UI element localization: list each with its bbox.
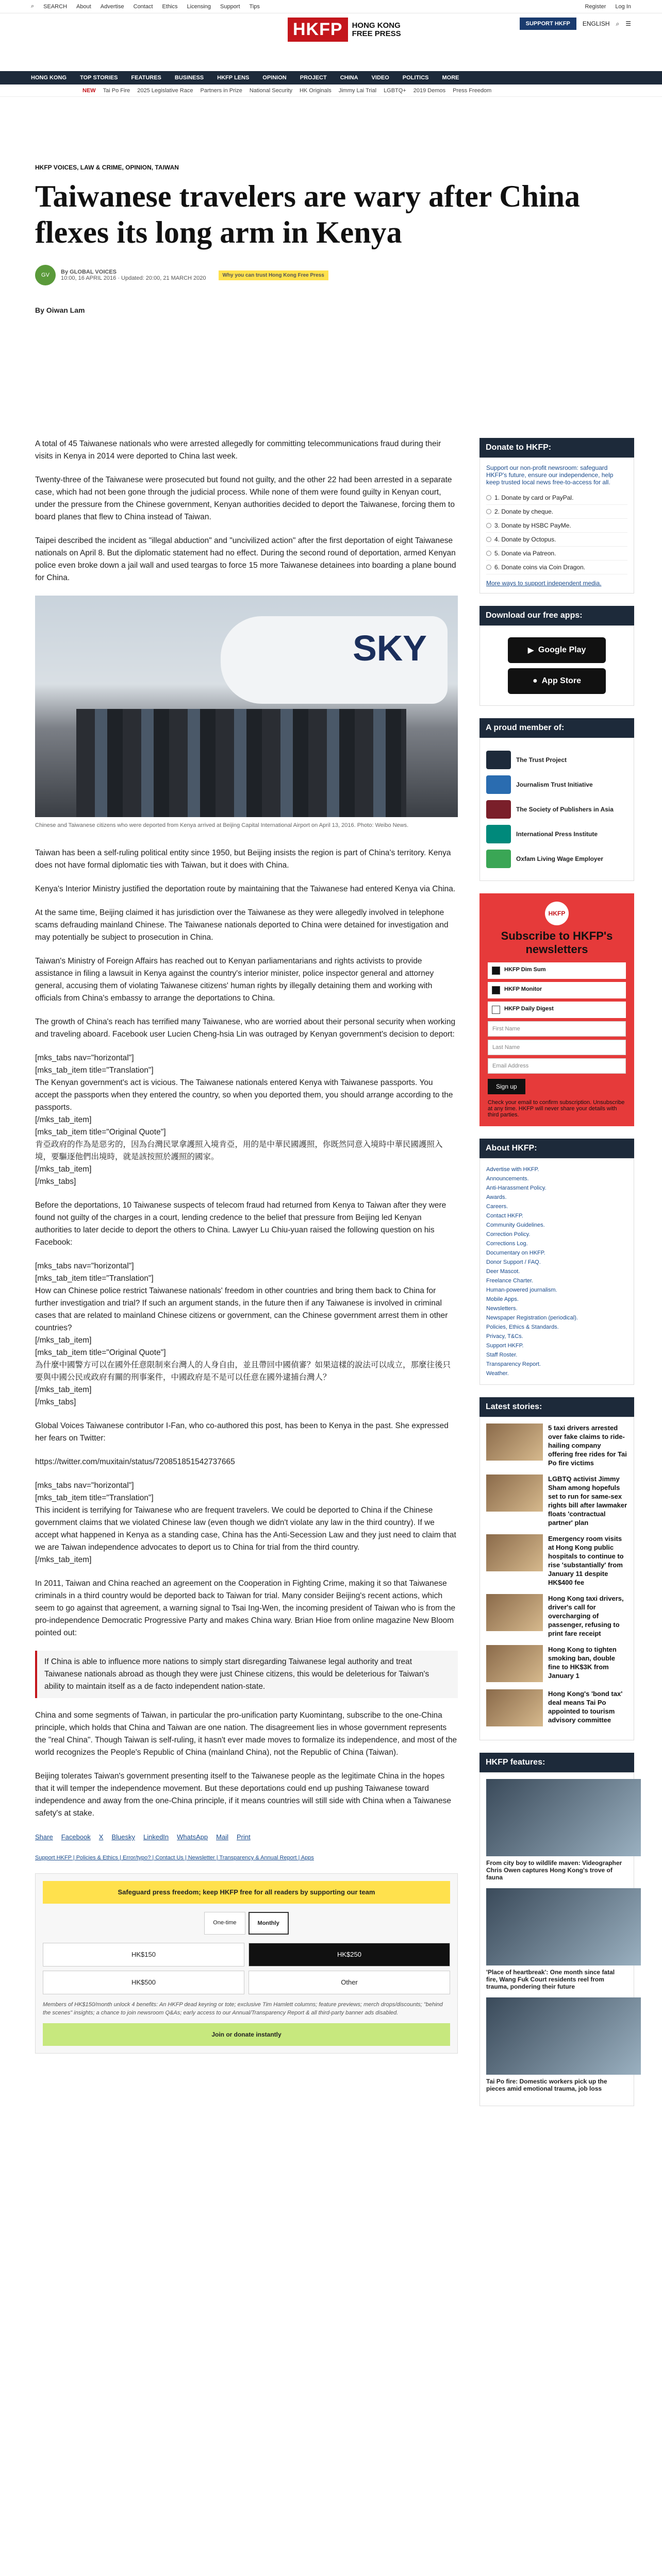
apps-widget — [479, 625, 634, 706]
paragraph: Before the deportations, 10 Taiwanese suspects of telecom fraud had returned from Kenya to Taiwan after they were found not guilty of the charges in a court, lending credence to the belief that pressure from Beijing led Kenyan authorities to later decide to deport the others to China. Lawyer Lu Chiu-yuan raised the following question on his Facebook: — [35, 1201, 446, 1247]
story-thumbnail — [486, 1423, 543, 1461]
feature-thumbnail — [486, 1888, 641, 1965]
shortcode: [mks_tab_item title="Translation"] — [35, 1274, 154, 1283]
topbar-item-contact[interactable]: Contact — [133, 3, 153, 10]
nav-item[interactable]: MORE — [442, 75, 459, 81]
shortcode: [mks_tab_item title="Translation"] — [35, 1066, 154, 1075]
latest-story[interactable]: Hong Kong's 'bond tax' deal means Tai Po appointed to tourism advisory committee — [486, 1689, 627, 1726]
share-bar — [35, 1831, 458, 1843]
donate-option[interactable]: 1. Donate by card or PayPal. — [486, 491, 627, 505]
shortcode: [/mks_tab_item] — [35, 1115, 92, 1124]
one-time-tab[interactable]: One-time — [204, 1912, 245, 1935]
quote-translation: This incident is terrifying for Taiwanese who are frequent travelers. We could be deported to China if the Chinese government claims that we violated Chinese law (even though we didn't violate any law in the third country). If we accept what happened in Kenya as a standing case, China has the Anti-Secession Law and they just need to claim that we are Taiwan independence advocates to deport us to China for trial from the third country. — [35, 1506, 456, 1552]
shortcode: [/mks_tabs] — [35, 1398, 76, 1406]
author-avatar[interactable]: GV — [35, 265, 56, 285]
search-icon[interactable]: ⌕ — [31, 3, 35, 9]
about-link[interactable]: Donor Support / FAQ. — [486, 1259, 541, 1265]
amount-option[interactable]: HK$500 — [43, 1971, 244, 1994]
newsletter-option[interactable]: HKFP Daily Digest — [488, 1002, 626, 1018]
site-header — [0, 13, 662, 71]
trending-item[interactable]: Partners in Prize — [200, 87, 242, 94]
radio-icon — [486, 495, 491, 500]
shortcode: [mks_tabs nav="horizontal"] — [35, 1481, 134, 1490]
about-link[interactable]: Transparency Report. — [486, 1361, 541, 1367]
paragraph: Taiwan has been a self-ruling political entity since 1950, but Beijing insists the region is part of China's territory. Kenya does not have formal diplomatic ties with Taiwan, but it does with China. — [35, 849, 451, 870]
checkbox-icon — [492, 1006, 500, 1014]
trending-item[interactable]: Tai Po Fire — [103, 87, 130, 94]
share-facebook[interactable]: Facebook — [61, 1833, 91, 1841]
checkbox-icon — [492, 967, 500, 975]
shortcode: [mks_tab_item title="Translation"] — [35, 1494, 154, 1502]
latest-story[interactable]: Hong Kong to tighten smoking ban, double fine to HK$3K from January 1 — [486, 1645, 627, 1682]
donate-headline: Safeguard press freedom; keep HKFP free for all readers by supporting our team — [43, 1881, 450, 1904]
paragraph: A total of 45 Taiwanese nationals who were arrested allegedly for committing telecommunications fraud during their visits in Kenya in 2014 were deported to China last week. — [35, 439, 441, 461]
member-logo[interactable]: Oxfam Living Wage Employer — [486, 850, 627, 868]
photo-caption: Chinese and Taiwanese citizens who were deported from Kenya arrived at Beijing Capital International Airport on April 13, 2016. Photo: Weibo News. — [35, 822, 409, 828]
about-link[interactable]: Documentary on HKFP. — [486, 1250, 545, 1256]
latest-story[interactable]: LGBTQ activist Jimmy Sham among hopefuls set to run for same-sex rights bill after lawmaker floats 'contractual partner' plan — [486, 1475, 627, 1527]
about-link[interactable]: Community Guidelines. — [486, 1222, 545, 1228]
share-print[interactable]: Print — [236, 1833, 251, 1841]
ipi-icon — [486, 825, 511, 843]
topbar-item-ethics[interactable]: Ethics — [162, 3, 178, 10]
search-icon[interactable]: ⌕ — [616, 20, 620, 27]
shortcode-block — [35, 1260, 458, 1409]
share-linkedin[interactable]: LinkedIn — [143, 1833, 169, 1841]
latest-story[interactable]: Hong Kong taxi drivers, driver's call for overcharging of passenger, refusing to print fare receipt — [486, 1594, 627, 1638]
shortcode-block — [35, 1052, 458, 1188]
member-logo[interactable]: Journalism Trust Initiative — [486, 775, 627, 794]
frequency-toggle — [43, 1912, 450, 1935]
radio-icon — [486, 565, 491, 570]
logo-box: HKFP — [288, 18, 348, 42]
latest-story[interactable]: Emergency room visits at Hong Kong public hospitals to continue to rise 'substantially' from January 11 despite HK$400 fee — [486, 1534, 627, 1587]
donate-note: Members of HK$150/month unlock 4 benefits: An HKFP dead keyring or tote; exclusive Tim Hamlett columns; feature previews; merch drops/discounts; "behind the scenes" insights; a chance to join newsroom Q&As; early access to our Annual/Transparency Report & all third-party banner ads disabled. — [43, 2002, 443, 2016]
newsletter-option[interactable]: HKFP Dim Sum — [488, 962, 626, 979]
airplane-shape: SKY — [221, 616, 448, 704]
topbar-item-tips[interactable]: Tips — [249, 3, 260, 10]
radio-icon — [486, 509, 491, 514]
menu-icon[interactable]: ☰ — [625, 20, 631, 27]
about-link[interactable]: Human-powered journalism. — [486, 1287, 557, 1293]
about-link[interactable]: Corrections Log. — [486, 1241, 528, 1247]
topbar-item-support[interactable]: Support — [220, 3, 240, 10]
article-meta — [35, 265, 627, 285]
trending-item[interactable]: 2025 Legislative Race — [137, 87, 193, 94]
topbar — [0, 0, 662, 13]
amount-options — [43, 1943, 450, 1994]
nav-item[interactable]: TOP STORIES — [80, 75, 118, 81]
radio-icon — [486, 523, 491, 528]
about-widget — [479, 1158, 634, 1385]
apps-title: Download our free apps: — [479, 606, 634, 625]
site-logo[interactable] — [288, 18, 401, 42]
logo-text: HONG KONG FREE PRESS — [352, 21, 401, 38]
paragraph: Taipei described the incident as "illegal abduction" and "uncivilized action" after the first deportation of eight Taiwanese nationals on April 8. But the diplomatic statement had no effect. During the second round of deportation, armed Kenyan police even broke down a jail wall and used teargas to force 15 more Taiwanese detainees into boarding a plane bound for China. — [35, 536, 456, 582]
member-title: A proud member of: — [479, 718, 634, 738]
story-thumbnail — [486, 1594, 543, 1631]
shortcode: [/mks_tab_item] — [35, 1555, 92, 1564]
about-link[interactable]: Mobile Apps. — [486, 1296, 519, 1302]
author-org: By GLOBAL VOICES 10:00, 16 APRIL 2016 · Updated: 20:00, 21 MARCH 2020 — [61, 269, 206, 281]
feature-story[interactable]: 'Place of heartbreak': One month since fatal fire, Wang Fuk Court residents reel from trauma, pondering their future — [486, 1888, 627, 1990]
main-nav — [0, 71, 662, 84]
member-widget — [479, 738, 634, 881]
about-link[interactable]: Anti-Harassment Policy. — [486, 1185, 547, 1191]
nav-item[interactable]: FEATURES — [131, 75, 161, 81]
topbar-item-register[interactable]: Register — [585, 3, 606, 10]
feature-story[interactable]: From city boy to wildlife maven: Videographer Chris Owen captures Hong Kong's trove of fauna — [486, 1779, 627, 1881]
google-play-button[interactable]: ▶ Google Play — [508, 637, 606, 663]
nav-item[interactable]: HONG KONG — [31, 75, 67, 81]
quote-original: 肯亞政府的作為是惡劣的，因為台灣民眾拿護照入境肯亞，用的是中華民國護照，你既然同意入境時中華民國護照入境，要驅逐他們出境時，就是該按照於護照的國家。 — [35, 1140, 443, 1161]
play-icon: ▶ — [527, 646, 534, 655]
more-ways-link[interactable]: More ways to support independent media. — [486, 580, 602, 587]
quote-translation: How can Chinese police restrict Taiwanese nationals' freedom in other countries and bring them back to China for further investigation and trial? If such an argument stands, in the future then if any Taiwanese is involved in criminal cases that are related to mainland Chinese citizens or government, can the Chinese government arrest them in other countries? — [35, 1286, 448, 1332]
share-label: Share — [35, 1833, 53, 1841]
nav-item[interactable]: CHINA — [340, 75, 358, 81]
email-field[interactable]: Email Address — [488, 1058, 626, 1074]
search-link[interactable]: SEARCH — [43, 3, 68, 10]
shortcode: [/mks_tabs] — [35, 1177, 76, 1186]
trending-item[interactable]: LGBTQ+ — [384, 87, 406, 94]
shortcode: [mks_tab_item title="Original Quote"] — [35, 1128, 166, 1137]
paragraph: In 2011, Taiwan and China reached an agreement on the Cooperation in Fighting Crime, making it so that Taiwanese criminals in a third country would be deported back to Taiwan for trial. Many consider Beijing's recent actions, which seem to go against that agreement, a warning signal to Tsai Ing-Wen, the incoming president of Taiwan who is from the pro-independence Democratic Progressive Party and makes China wary. Brian Hioe from online magazine New Bloom pointed out: — [35, 1579, 456, 1637]
article-categories[interactable]: HKFP VOICES, LAW & CRIME, OPINION, TAIWAN — [35, 164, 179, 171]
about-link[interactable]: Privacy, T&Cs. — [486, 1333, 523, 1340]
paragraph: At the same time, Beijing claimed it has jurisdiction over the Taiwanese as they were allegedly involved in telephone scams defrauding mainland Chinese. The Taiwanese nationals deported to China were detained for investigation and may potentially be subject to prosecution in China. — [35, 908, 449, 942]
about-list — [486, 1165, 627, 1378]
member-logo[interactable]: International Press Institute — [486, 825, 627, 843]
feature-thumbnail — [486, 1779, 641, 1856]
about-link[interactable]: Announcements. — [486, 1176, 529, 1182]
trending-item[interactable]: Press Freedom — [453, 87, 492, 94]
checkbox-icon — [492, 986, 500, 994]
latest-story[interactable]: 5 taxi drivers arrested over fake claims to ride-hailing company offering free rides for Tai Po fire victims — [486, 1423, 627, 1467]
blockquote: If China is able to influence more nations to simply start disregarding Taiwanese legal authority and treat Taiwanese nationals abroad as though they were just Chinese citizens, this would be deleterious for Taiwan's ability to maintain itself as a de facto independent nation-state. — [35, 1651, 458, 1698]
newsletter-option[interactable]: HKFP Monitor — [488, 982, 626, 998]
apple-icon: ● — [532, 676, 538, 685]
about-link[interactable]: Awards. — [486, 1194, 507, 1200]
sidebar — [479, 438, 634, 2119]
donate-option[interactable]: 4. Donate by Octopus. — [486, 533, 627, 547]
topbar-item-about[interactable]: About — [76, 3, 91, 10]
about-link[interactable]: Correction Policy. — [486, 1231, 531, 1238]
shortcode: [/mks_tab_item] — [35, 1385, 92, 1394]
about-link[interactable]: Staff Roster. — [486, 1352, 518, 1358]
story-thumbnail — [486, 1475, 543, 1512]
donate-option[interactable]: 2. Donate by cheque. — [486, 505, 627, 519]
story-thumbnail — [486, 1689, 543, 1726]
story-thumbnail — [486, 1645, 543, 1682]
article-byline: By Oiwan Lam — [35, 306, 85, 314]
app-store-button[interactable]: ● App Store — [508, 668, 606, 694]
join-button[interactable]: Join or donate instantly — [43, 2023, 450, 2046]
about-link[interactable]: Newsletters. — [486, 1306, 518, 1312]
paragraph: China and some segments of Taiwan, in particular the pro-unification party Kuomintang, subscribe to the one-China principle, which holds that China and Taiwan are one nation. The disagreement lies in whose government represents the "real China". Though Taiwan is self-ruling, it hasn't ever made moves to formalize its independence, and most of the world recognizes the People's Republic of China (mainland China), not the Republic of China (Taiwan). — [35, 1711, 457, 1757]
amount-option[interactable]: HK$150 — [43, 1943, 244, 1967]
shortcode: [/mks_tab_item] — [35, 1336, 92, 1345]
trending-item[interactable]: National Security — [249, 87, 292, 94]
member-logo[interactable]: The Trust Project — [486, 751, 627, 769]
donate-options — [486, 491, 627, 574]
features-title: HKFP features: — [479, 1753, 634, 1772]
trending-item[interactable]: Jimmy Lai Trial — [338, 87, 377, 94]
feature-story[interactable]: Tai Po fire: Domestic workers pick up the pieces amid emotional trauma, job loss — [486, 1997, 627, 2092]
paragraph: Global Voices Taiwanese contributor I-Fan, who co-authored this post, has been to Kenya in the past. She expressed her fears on Twitter: — [35, 1421, 449, 1443]
amount-option-selected[interactable]: HK$250 — [249, 1943, 450, 1967]
nav-item[interactable]: PROJECT — [300, 75, 327, 81]
header-actions — [520, 18, 631, 30]
nav-item[interactable]: HKFP LENS — [217, 75, 250, 81]
shortcode: [/mks_tab_item] — [35, 1165, 92, 1174]
topbar-item-login[interactable]: Log In — [615, 3, 631, 10]
about-link[interactable]: Contact HKFP. — [486, 1213, 523, 1219]
topbar-item-advertise[interactable]: Advertise — [100, 3, 124, 10]
tweet-link[interactable]: https://twitter.com/muxitain/status/720851851542737665 — [35, 1458, 235, 1466]
nav-item[interactable]: VIDEO — [371, 75, 389, 81]
article-title: Taiwanese travelers are wary after China flexes its long arm in Kenya — [35, 179, 581, 249]
oxfam-icon — [486, 850, 511, 868]
nav-item[interactable]: BUSINESS — [174, 75, 204, 81]
shortcode: [mks_tabs nav="horizontal"] — [35, 1262, 134, 1270]
support-hkfp-button[interactable]: SUPPORT HKFP — [520, 18, 576, 30]
feature-thumbnail — [486, 1997, 641, 2075]
radio-icon — [486, 537, 491, 542]
first-name-field[interactable]: First Name — [488, 1021, 626, 1037]
language-toggle[interactable]: ENGLISH — [582, 20, 610, 27]
article-header — [35, 97, 627, 314]
shortcode: [mks_tab_item title="Original Quote"] — [35, 1348, 166, 1357]
share-x[interactable]: X — [98, 1833, 104, 1841]
about-link[interactable]: Policies, Ethics & Standards. — [486, 1324, 559, 1330]
amount-option-other[interactable]: Other — [249, 1971, 450, 1994]
nav-item[interactable]: OPINION — [262, 75, 287, 81]
sopa-icon — [486, 800, 511, 819]
newsletter-title: Subscribe to HKFP's newsletters — [501, 929, 613, 956]
donate-text[interactable]: Support our non-profit newsroom: safeguard HKFP's future, ensure our independence, help keep trusted local news free-to-access for all. — [486, 464, 614, 486]
trending-item[interactable]: HK Originals — [299, 87, 332, 94]
about-title: About HKFP: — [479, 1139, 634, 1158]
share-mail[interactable]: Mail — [216, 1833, 228, 1841]
paragraph: Beijing tolerates Taiwan's government presenting itself to the Taiwanese people as the legitimate China in the hopes that it will temper the independence movement. But these deportations could end up pushing Taiwanese toward independence and away from the one-China principle, if it means countries will still side with China when a Taiwanese safety's at stake. — [35, 1772, 452, 1818]
radio-icon — [486, 551, 491, 556]
last-name-field[interactable]: Last Name — [488, 1040, 626, 1055]
people-shape — [76, 709, 406, 817]
latest-title: Latest stories: — [479, 1397, 634, 1417]
article-body — [35, 438, 458, 2054]
about-link[interactable]: Careers. — [486, 1204, 508, 1210]
donate-widget — [479, 457, 634, 594]
article-photo — [35, 596, 458, 817]
story-thumbnail — [486, 1534, 543, 1571]
nav-item[interactable]: POLITICS — [402, 75, 429, 81]
about-link[interactable]: Weather. — [486, 1370, 509, 1377]
paragraph: Taiwan's Ministry of Foreign Affairs has reached out to Kenyan parliamentarians and rights activists to provide assistance in filing a lawsuit in Kenya against the country's interior minister, police inspector general and attorney general, accusing them of violating Taiwanese citizens' human rights by illegally detaining them and working with officials from China's embassy to arrange the deportations to China. — [35, 957, 434, 1003]
paragraph: Twenty-three of the Taiwanese were prosecuted but found not guilty, and the other 22 had been arrested in a separate case, which had not been gone through the judicial process. While none of them were found guilty in Kenyan court, under the pressure from the Chinese government, Kenyan authorities decided to deport the Taiwanese, forcing them to board planes that flew to China instead of Taiwan. — [35, 476, 455, 521]
latest-widget — [479, 1417, 634, 1740]
quote-translation: The Kenyan government's act is vicious. The Taiwanese nationals entered Kenya with Taiwanese passports. You accept the passports when they entered the country, so when you deported them, you should arrange according to the passports. — [35, 1078, 453, 1112]
about-link[interactable]: Newspaper Registration (periodical). — [486, 1315, 578, 1321]
about-link[interactable]: Freelance Charter. — [486, 1278, 534, 1284]
hkfp-badge-icon: HKFP — [545, 902, 569, 925]
topbar-item-licensing[interactable]: Licensing — [187, 3, 211, 10]
signup-button[interactable]: Sign up — [488, 1079, 525, 1094]
monthly-tab[interactable]: Monthly — [249, 1912, 289, 1935]
new-label: NEW — [82, 87, 96, 94]
donate-option[interactable]: 6. Donate coins via Coin Dragon. — [486, 561, 627, 574]
trust-badge[interactable]: Why you can trust Hong Kong Free Press — [219, 270, 328, 280]
features-widget — [479, 1772, 634, 2106]
newsletter-widget — [479, 893, 634, 1126]
paragraph: The growth of China's reach has terrified many Taiwanese, who are worried about their personal security when working and traveling aboard. Facebook user Lucien Cheng-hsia Lin was outraged by Kenyan government's decision to deport: — [35, 1018, 456, 1039]
member-logo[interactable]: The Society of Publishers in Asia — [486, 800, 627, 819]
donate-title: Donate to HKFP: — [479, 438, 634, 457]
jti-icon — [486, 775, 511, 794]
donate-box — [35, 1873, 458, 2054]
shortcode-block — [35, 1480, 458, 1566]
trending-item[interactable]: 2019 Demos — [413, 87, 446, 94]
donate-option[interactable]: 3. Donate by HSBC PayMe. — [486, 519, 627, 533]
newsletter-note: Check your email to confirm subscription. Unsubscribe at any time. HKFP will never share your details with third parties. — [488, 1099, 625, 1118]
support-links[interactable]: Support HKFP | Policies & Ethics | Error/typo? | Contact Us | Newsletter | Transparency & Annual Report | Apps — [35, 1855, 314, 1861]
share-whatsapp[interactable]: WhatsApp — [177, 1833, 208, 1841]
about-link[interactable]: Advertise with HKFP. — [486, 1166, 539, 1173]
trending-bar — [0, 84, 662, 97]
donate-option[interactable]: 5. Donate via Patreon. — [486, 547, 627, 561]
about-link[interactable]: Deer Mascot. — [486, 1268, 520, 1275]
quote-original: 為什麼中國警方可以在國外任意限制來台灣人的人身自由，並且帶回中國偵審？如果這樣的說法可以成立，那麼往後只要與中國公民或政府有關的刑事案件，中國政府是不是可以任意在國外逮捕台灣人？ — [35, 1361, 451, 1382]
shortcode: [mks_tabs nav="horizontal"] — [35, 1054, 134, 1062]
paragraph: Kenya's Interior Ministry justified the deportation route by maintaining that the Taiwanese had entered Kenya via China. — [35, 885, 456, 893]
share-bluesky[interactable]: Bluesky — [111, 1833, 135, 1841]
about-link[interactable]: Support HKFP. — [486, 1343, 524, 1349]
trust-project-icon — [486, 751, 511, 769]
